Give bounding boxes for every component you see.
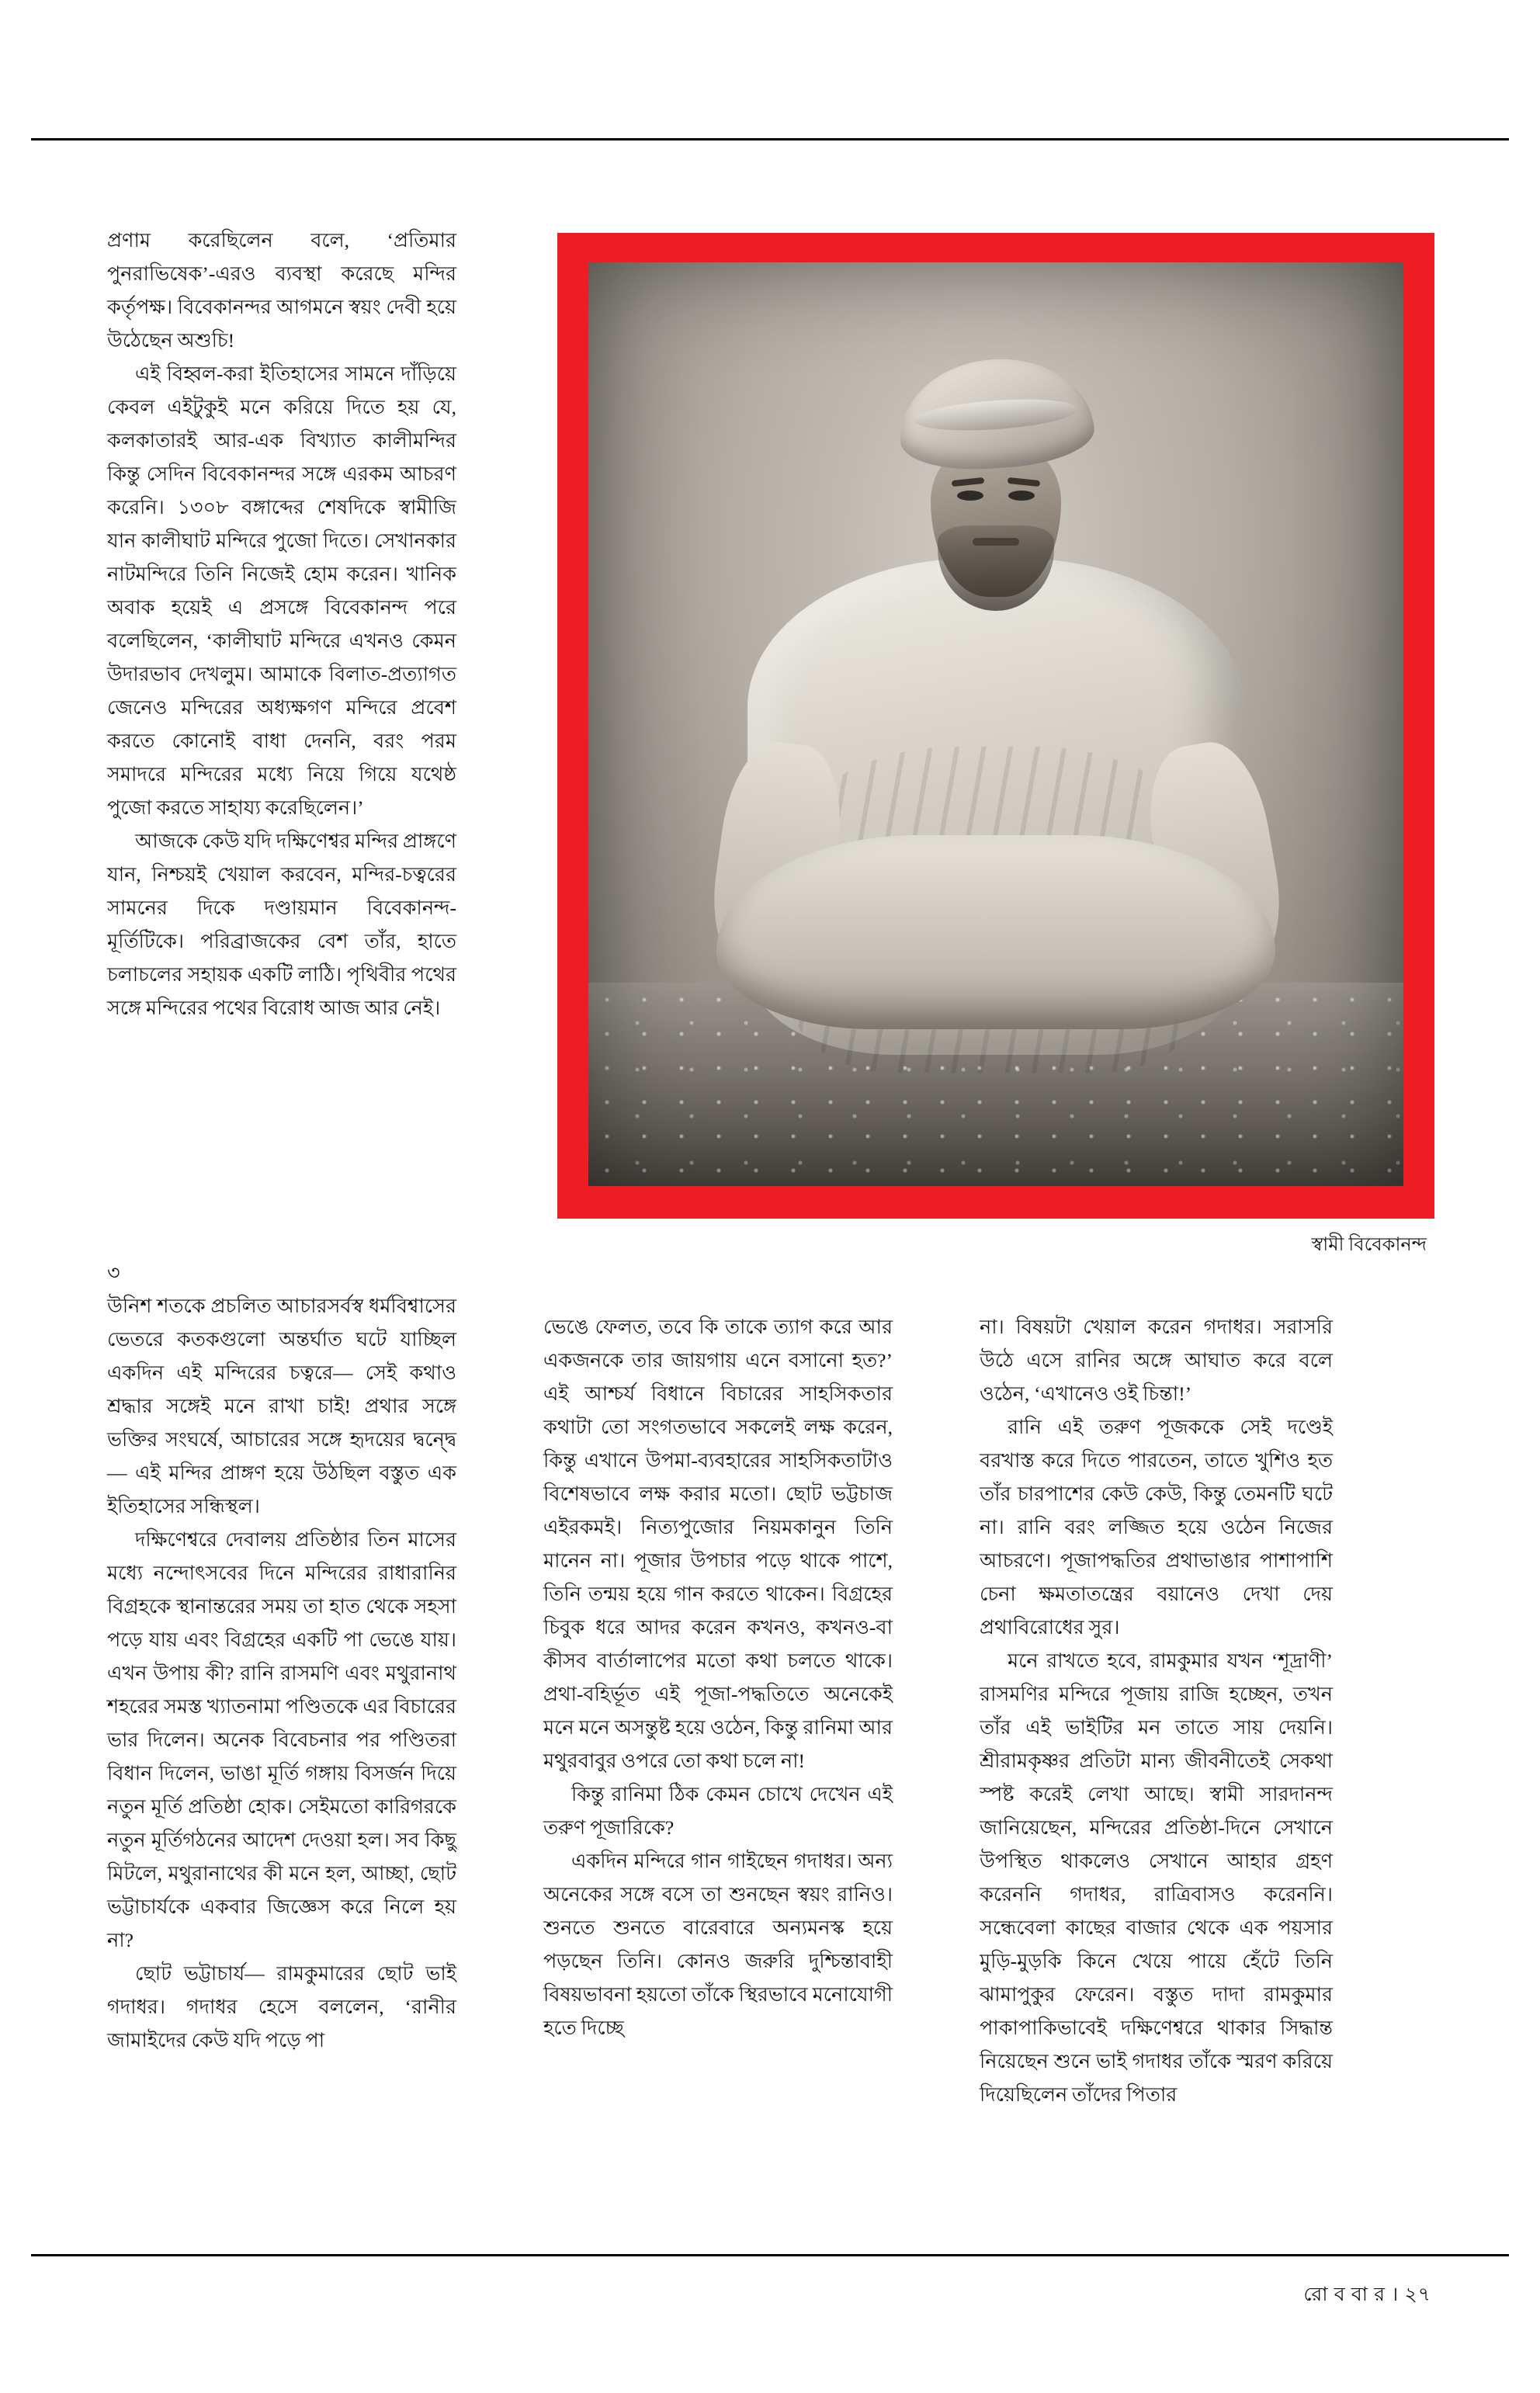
column-lower-2 (543, 1310, 893, 2044)
paragraph: আজকে কেউ যদি দক্ষিণেশ্বর মন্দির প্রাঙ্গণে যান, নিশ্চয়ই খেয়াল করবেন, মন্দির-চত্বরের সামনের দিকে দণ্ডায়মান বিবেকানন্দ-মূর্তিটিকে। পরিব্রাজকের বেশ তাঁর, হাতে চলাচলের সহায়ক একটি লাঠি। পৃথিবীর পথের সঙ্গে মন্দিরের পথের বিরোধ আজ আর নেই। (107, 830, 456, 1019)
paragraph: না। বিষয়টা খেয়াল করেন গদাধর। সরাসরি উঠে এসে রানির অঙ্গে আঘাত করে বলে ওঠেন, ‘এখানেও ওই চিন্তা!’ (980, 1316, 1333, 1405)
column-lower-1 (107, 1256, 456, 2057)
paragraph: উনিশ শতকে প্রচলিত আচারসর্বস্ব ধর্মবিশ্বাসের ভেতরে কতকগুলো অন্তর্ঘাত ঘটে যাচ্ছিল একদিন এই মন্দিরের চত্বরে— সেই কথাও শ্রদ্ধার সঙ্গেই মনে রাখা চাই! প্রথার সঙ্গে ভক্তির সংঘর্ষে, আচারের সঙ্গে হৃদয়ের দ্বন্দ্বে— এই মন্দির প্রাঙ্গণ হয়ে উঠছিল বস্তুত এক ইতিহাসের সন্ধিস্থল। (107, 1295, 456, 1517)
paragraph: এই বিহ্বল-করা ইতিহাসের সামনে দাঁড়িয়ে কেবল এইটুকুই মনে করিয়ে দিতে হয় যে, কলকাতারই আর-এক বিখ্যাত কালীমন্দির কিন্তু সেদিন বিবেকানন্দর সঙ্গে এরকম আচরণ করেনি। ১৩০৮ বঙ্গাব্দের শেষদিকে স্বামীজি যান কালীঘাট মন্দিরে পুজো দিতে। সেখানকার নাটমন্দিরে তিনি নিজেই হোম করেন। খানিক অবাক হয়েই এ প্রসঙ্গে বিবেকানন্দ পরে বলেছিলেন, ‘কালীঘাট মন্দিরে এখনও কেমন উদারভাব দেখলুম। আমাকে বিলাত-প্রত্যাগত জেনেও মন্দিরের অধ্যক্ষগণ মন্দিরে প্রবেশ করতে কোনোই বাধা দেননি, বরং পরম সমাদরে মন্দিরের মধ্যে নিয়ে গিয়ে যথেষ্ঠ পুজো করতে সাহায্য করেছিলেন।’ (107, 362, 456, 819)
top-divider (31, 138, 1509, 140)
paragraph: একদিন মন্দিরে গান গাইছেন গদাধর। অন্য অনেকের সঙ্গে বসে তা শুনছেন স্বয়ং রানিও। শুনতে শুনতে বারেবারে অন্যমনস্ক হয়ে পড়ছেন তিনি। কোনও জরুরি দুশ্চিন্তাবাহী বিষয়ভাবনা হয়তো তাঁকে স্থিরভাবে মনোযোগী হতে দিচ্ছে (543, 1850, 893, 2039)
photo-vignette (588, 262, 1403, 1186)
column-upper-left (107, 224, 456, 1025)
paragraph: মনে রাখতে হবে, রামকুমার যখন ‘শূদ্রাণী’ রাসমণির মন্দিরে পূজায় রাজি হচ্ছেন, তখন তাঁর এই ভাইটির মন তাতে সায় দেয়নি। শ্রীরামকৃষ্ণর প্রতিটা মান্য জীবনীতেই সেকথা স্পষ্ট করেই লেখা আছে। স্বামী সারদানন্দ জানিয়েছেন, মন্দিরের প্রতিষ্ঠা-দিনে সেখানে উপস্থিত থাকলেও সেখানে আহার গ্রহণ করেননি গদাধর, রাত্রিবাসও করেননি। সন্ধেবেলা কাছের বাজার থেকে এক পয়সার মুড়ি-মুড়কি কিনে খেয়ে পায়ে হেঁটে তিনি ঝামাপুকুর ফেরেন। বস্তুত দাদা রামকুমার পাকাপাকিভাবেই দক্ষিণেশ্বরে থাকার সিদ্ধান্ত নিয়েছেন শুনে ভাই গদাধর তাঁকে স্মরণ করিয়ে দিয়েছিলেন তাঁদের পিতার (980, 1649, 1333, 2106)
section-number: ৩ (107, 1261, 120, 1284)
paragraph: দক্ষিণেশ্বরে দেবালয় প্রতিষ্ঠার তিন মাসের মধ্যে নন্দোৎসবের দিনে মন্দিরের রাধারানির বিগ্রহকে স্থানান্তরের সময় তা হাত থেকে সহসা পড়ে যায় এবং বিগ্রহের একটি পা ভেঙে যায়। এখন উপায় কী? রানি রাসমণি এবং মথুরানাথ শহরের সমস্ত খ্যাতনামা পণ্ডিতকে এর বিচারের ভার দিলেন। অনেক বিবেচনার পর পণ্ডিতরা বিধান দিলেন, ভাঙা মূর্তি গঙ্গায় বিসর্জন দিয়ে নতুন মূর্তি প্রতিষ্ঠা হোক। সেইমতো কারিগরকে নতুন মূর্তিগঠনের আদেশ দেওয়া হল। সব কিছু মিটলে, মথুরানাথের কী মনে হল, আচ্ছা, ছোট ভট্টাচার্যকে একবার জিজ্ঞেস করে নিলে হয় না? (107, 1528, 456, 1951)
page-footer: রো ব বা র । ২৭ (1303, 2284, 1431, 2305)
paragraph: কিন্তু রানিমা ঠিক কেমন চোখে দেখেন এই তরুণ পূজারিকে? (543, 1783, 893, 1839)
paragraph: রানি এই তরুণ পূজককে সেই দণ্ডেই বরখাস্ত করে দিতে পারতেন, তাতে খুশিও হত তাঁর চারপাশের কেউ কেউ, কিন্তু তেমনটি ঘটে না। রানি বরং লজ্জিত হয়ে ওঠেন নিজের আচরণে। পূজাপদ্ধতির প্রথাভাঙার পাশাপাশি চেনা ক্ষমতাতন্ত্রের বয়ানেও দেখা দেয় প্রথাবিরোধের সুর। (980, 1416, 1333, 1639)
portrait-image (588, 262, 1403, 1186)
paragraph: প্রণাম করেছিলেন বলে, ‘প্রতিমার পুনরাভিষেক’-এরও ব্যবস্থা করেছে মন্দির কর্তৃপক্ষ। বিবেকানন্দর আগমনে স্বয়ং দেবী হয়ে উঠেছেন অশুচি! (107, 229, 456, 352)
column-lower-3 (980, 1310, 1333, 2111)
photo-caption: স্বামী বিবেকানন্দ (1311, 1235, 1427, 1255)
paragraph: ভেঙে ফেলত, তবে কি তাকে ত্যাগ করে আর একজনকে তার জায়গায় এনে বসানো হত?’ এই আশ্চর্য বিধানে বিচারের সাহসিকতার কথাটা তো সংগতভাবে সকলেই লক্ষ করেন, কিন্তু এখানে উপমা-ব্যবহারের সাহসিকতাটাও বিশেষভাবে লক্ষ করার মতো। ছোট ভট্টচাজ এইরকমই। নিত্যপুজোর নিয়মকানুন তিনি মানেন না। পূজার উপচার পড়ে থাকে পাশে, তিনি তন্ময় হয়ে গান করতে থাকেন। বিগ্রহের চিবুক ধরে আদর করেন কখনও, কখনও-বা কীসব বার্তালাপের মতো কথা চলতে থাকে। প্রথা-বহির্ভূত এই পূজা-পদ্ধতিতে অনেকেই মনে মনে অসন্তুষ্ট হয়ে ওঠেন, কিন্তু রানিমা আর মথুরবাবুর ওপরে তো কথা চলে না! (543, 1316, 893, 1772)
photo-frame (557, 233, 1434, 1219)
paragraph: ছোট ভট্টাচার্য— রামকুমারের ছোট ভাই গদাধর। গদাধর হেসে বললেন, ‘রানীর জামাইদের কেউ যদি পড়ে পা (107, 1962, 456, 2051)
bottom-divider (31, 2254, 1509, 2256)
